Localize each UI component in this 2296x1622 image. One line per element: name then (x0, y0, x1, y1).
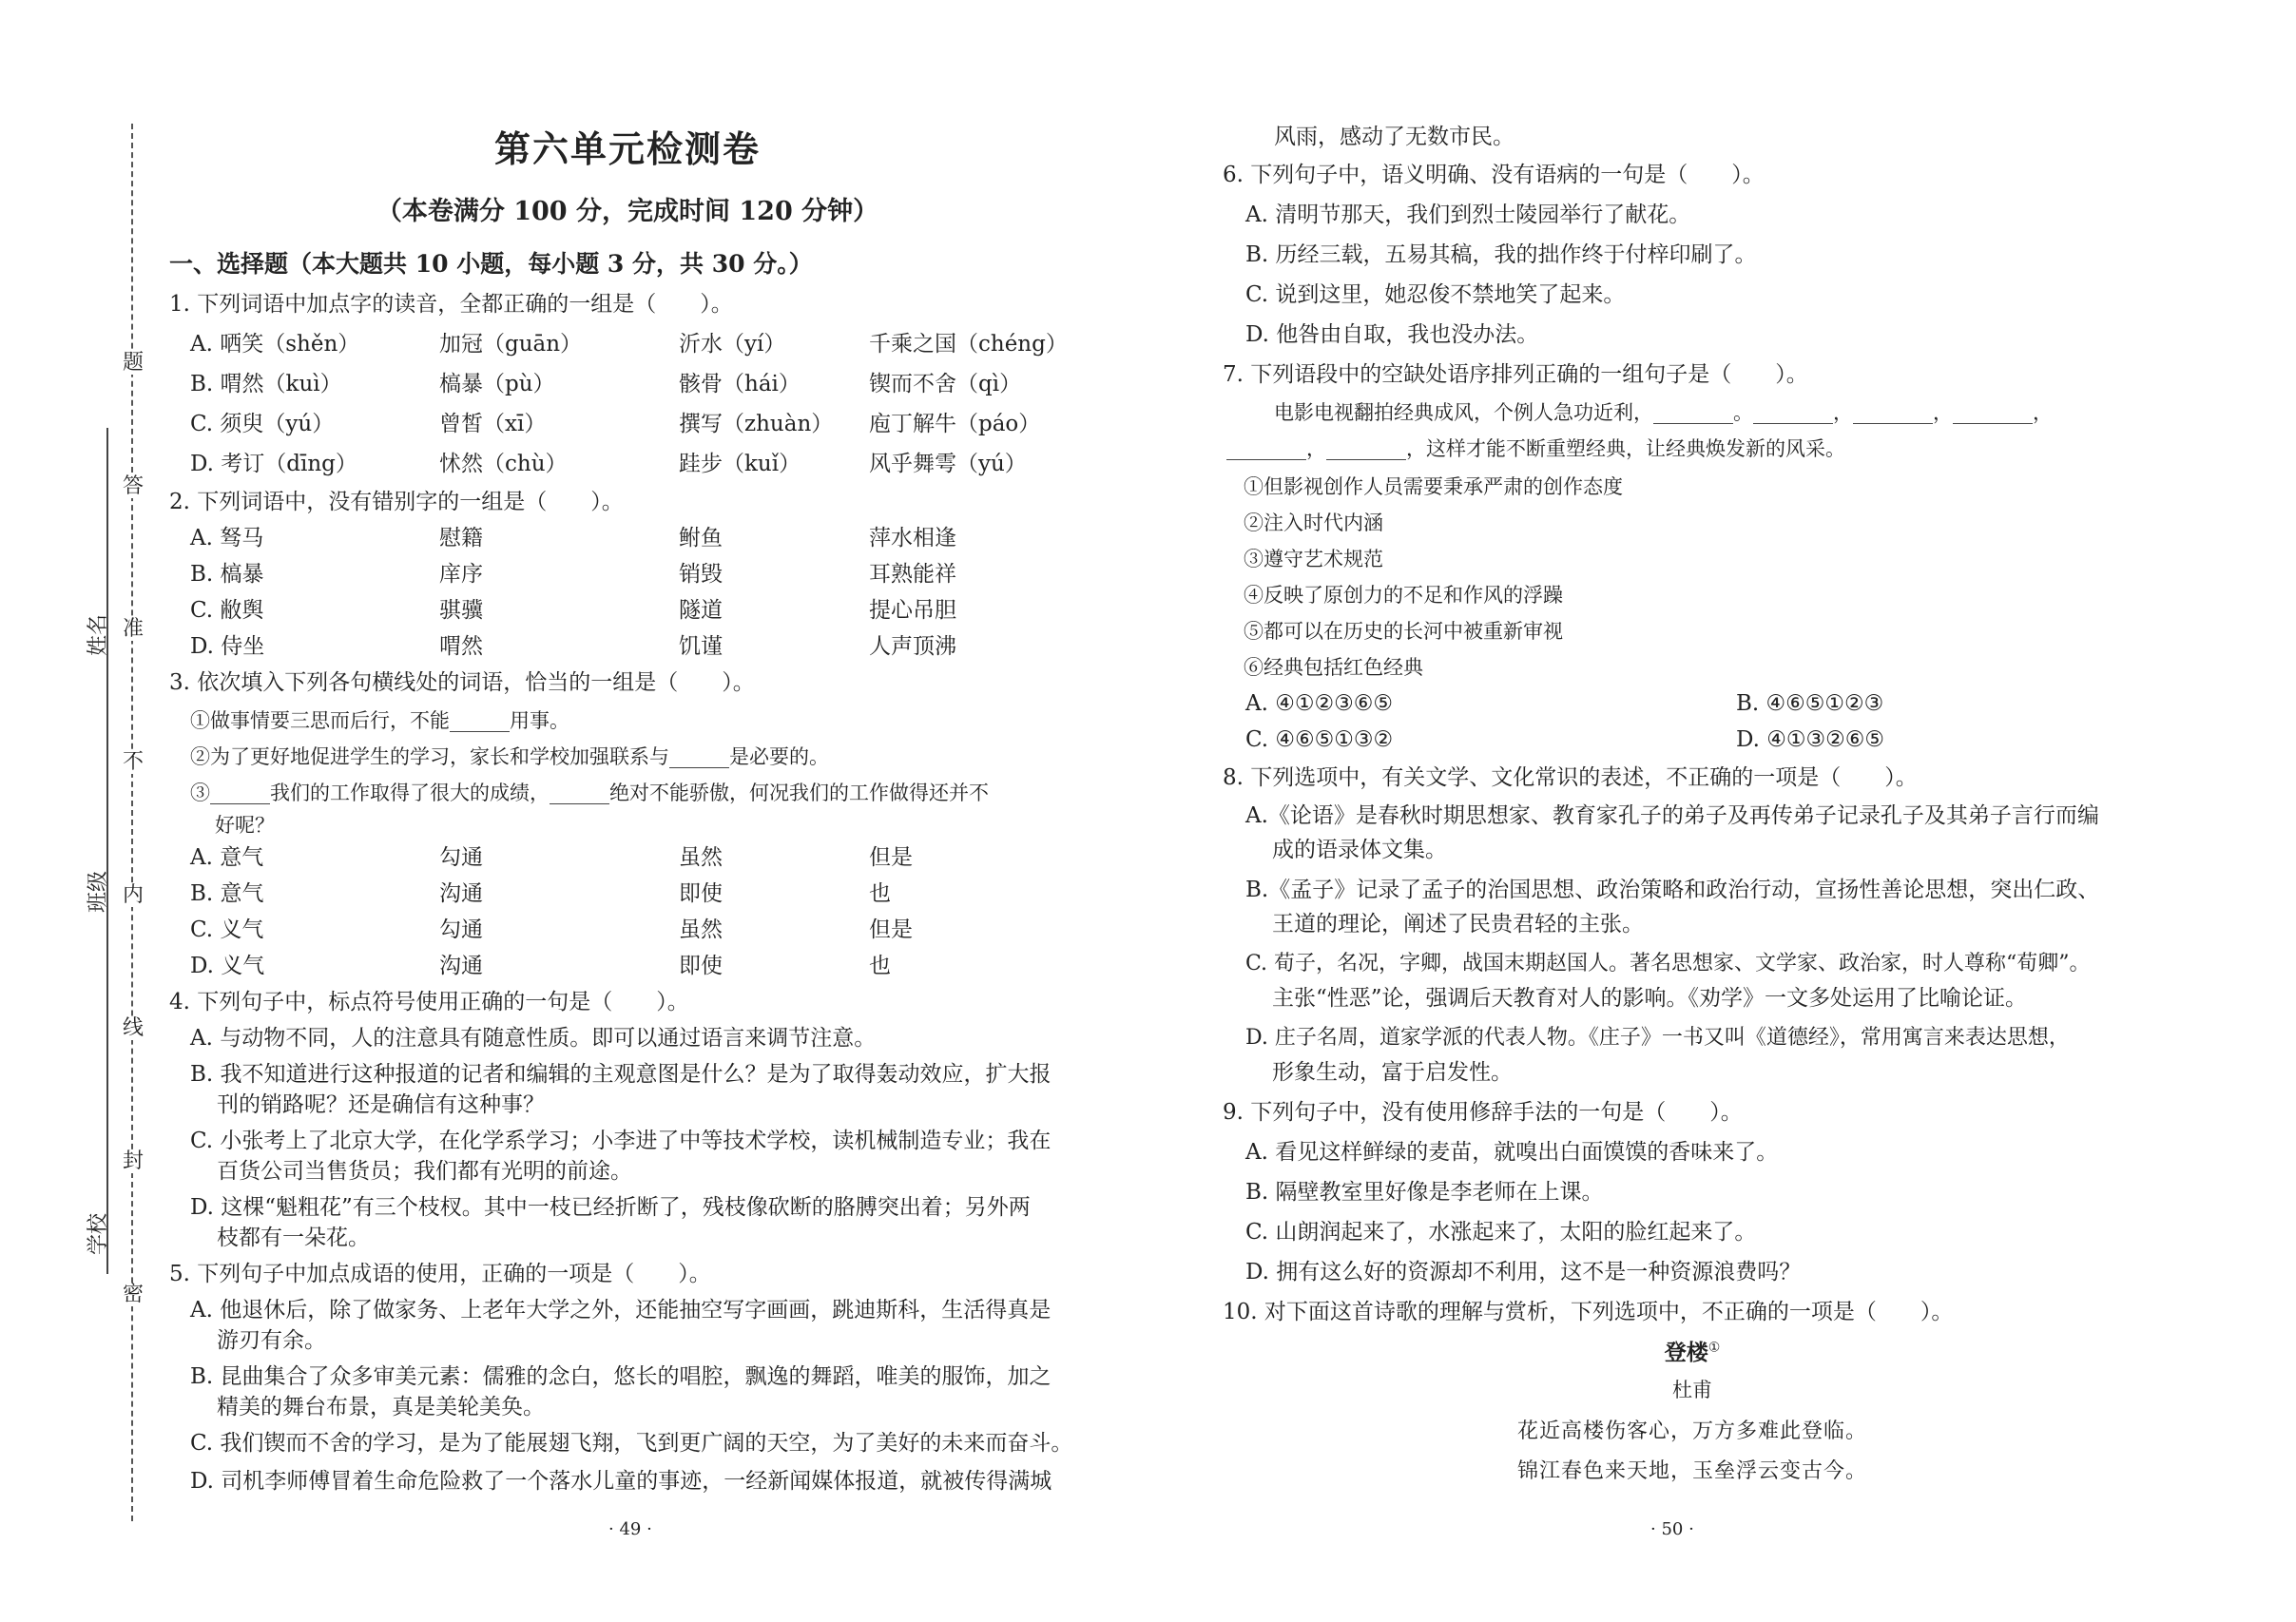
item: ③遵守艺术规范 (1244, 548, 1383, 570)
option-cell: 庖丁解牛（páo） (869, 412, 1041, 436)
option-cell: 但是 (869, 845, 913, 870)
sentence: ③______我们的工作取得了很大的成绩，______绝对不能骄傲，何况我们的工作做得还并不 (190, 782, 989, 804)
option-line: 形象生动，富于启发性。 (1272, 1060, 1513, 1085)
option-line: 王道的理论，阐述了民贵君轻的主张。 (1272, 912, 1644, 937)
binding-char: 题 (114, 352, 152, 375)
option-cell: 沟通 (439, 954, 483, 978)
option-line: D. 司机李师傅冒着生命危险救了一个落水儿童的事迹，一经新闻媒体报道，就被传得满城 (190, 1469, 1052, 1494)
option-cell: 风乎舞雩（yú） (869, 452, 1027, 476)
option-cell: C. 敝舆 (190, 598, 264, 623)
option-cell: C. 须臾（yú） (190, 412, 335, 436)
option-line: D. 拥有这么好的资源却不利用，这不是一种资源浪费吗？ (1245, 1260, 1802, 1284)
binding-char: 线 (114, 1017, 152, 1040)
page-number: · 49 · (608, 1519, 652, 1539)
option-cell: 曾皙（xī） (439, 412, 547, 436)
option-cell: 也 (869, 881, 891, 906)
option-cell: 鲋鱼 (679, 526, 723, 550)
option-cell: 隧道 (679, 598, 723, 623)
option-cell: 销毁 (679, 562, 723, 587)
option-line: A. 看见这样鲜绿的麦苗，就嗅出白面馍馍的香味来了。 (1245, 1140, 1779, 1165)
item: ④反映了原创力的不足和作风的浮躁 (1244, 584, 1563, 607)
option-cell: 提心吊胆 (869, 598, 956, 623)
option-cell: 勾通 (439, 845, 483, 870)
option-cell: A. 驽马 (190, 526, 264, 550)
option-line: 游刃有余。 (217, 1328, 326, 1353)
option-cell: 慰籍 (439, 526, 483, 550)
item: ①但影视创作人员需要秉承严肃的创作态度 (1244, 475, 1623, 498)
option-line: 成的语录体文集。 (1272, 838, 1447, 862)
option-cell: D. 侍坐 (190, 634, 265, 659)
class-label: 班级 (87, 870, 110, 913)
option-line: B. 历经三载，五易其稿，我的拙作终于付梓印刷了。 (1245, 242, 1757, 267)
page-subtitle: （本卷满分 100 分，完成时间 120 分钟） (376, 197, 879, 226)
option-cell: 沂水（yí） (679, 332, 786, 357)
sentence: 好呢？ (215, 814, 275, 837)
option-cell: 千乘之国（chéng） (869, 332, 1068, 357)
school-field[interactable] (65, 970, 122, 1274)
question-stem: 4. 下列句子中，标点符号使用正确的一句是（ ）。 (169, 990, 689, 1014)
option-line: 刊的销路呢？还是确信有这种事？ (217, 1092, 545, 1117)
name-label: 姓名 (87, 613, 110, 656)
question-stem: 6. 下列句子中，语义明确、没有语病的一句是（ ）。 (1223, 163, 1765, 187)
option-cell: 人声顶沸 (869, 634, 956, 659)
poem-author: 杜甫 (1672, 1379, 1712, 1401)
option-line: A.《论语》是春秋时期思想家、教育家孔子的弟子及再传弟子记录孔子及其弟子言行而编 (1245, 803, 2099, 828)
option-line: C. 荀子，名况，字卿，战国末期赵国人。著名思想家、文学家、政治家，时人尊称“荀卿”。 (1245, 952, 2091, 975)
option-line: A. 他退休后，除了做家务、上老年大学之外，还能抽空写字画画，跳迪斯科，生活得真是 (190, 1298, 1052, 1323)
option-cell: 撰写（zhuàn） (679, 412, 834, 436)
option-cell: D. 义气 (190, 954, 265, 978)
option-cell: A. 意气 (190, 845, 264, 870)
option-cell: 槁暴（pù） (439, 372, 555, 396)
question-stem: 7. 下列语段中的空缺处语序排列正确的一组句子是（ ）。 (1223, 362, 1808, 387)
footnote-mark: ① (1708, 1340, 1721, 1356)
question-stem: 8. 下列选项中，有关文学、文化常识的表述，不正确的一项是（ ）。 (1223, 765, 1918, 790)
option-cell: 加冠（guān） (439, 332, 583, 357)
question-stem: 1. 下列词语中加点字的读音，全都正确的一组是（ ）。 (169, 292, 733, 317)
option-cell: 虽然 (679, 845, 723, 870)
poem-title: 登楼 (1664, 1340, 1708, 1365)
option-line: B. 我不知道进行这种报道的记者和编辑的主观意图是什么？是为了取得轰动效应，扩大报 (190, 1062, 1052, 1087)
option-cell: C. 义气 (190, 917, 264, 942)
option-line: 枝都有一朵花。 (217, 1226, 370, 1250)
option-line: D. ④①③②⑥⑤ (1736, 727, 1884, 752)
option-cell: 沟通 (439, 881, 483, 906)
option-cell: 即使 (679, 881, 723, 906)
option-cell: 喟然 (439, 634, 483, 659)
option-cell: 庠序 (439, 562, 483, 587)
page-number: · 50 · (1650, 1519, 1694, 1539)
option-cell: 锲而不舍（qì） (869, 372, 1022, 396)
option-line: A. ④①②③⑥⑤ (1245, 691, 1393, 716)
option-cell: 但是 (869, 917, 913, 942)
option-cell: D. 考订（dīng） (190, 452, 357, 476)
school-label: 学校 (87, 1212, 110, 1255)
poem-line: 锦江春色来天地，玉垒浮云变古今。 (1516, 1459, 1867, 1483)
option-line: B. 隔壁教室里好像是李老师在上课。 (1245, 1180, 1604, 1205)
option-cell: 骸骨（hái） (679, 372, 801, 396)
option-line: C. ④⑥⑤①③② (1245, 727, 1394, 752)
option-cell: 萍水相逢 (869, 526, 956, 550)
sentence: ②为了更好地促进学生的学习，家长和学校加强联系与______是必要的。 (190, 745, 829, 768)
poem-title-row (1222, 1335, 2163, 1366)
item: ⑤都可以在历史的长河中被重新审视 (1244, 620, 1563, 643)
option-cell: A. 哂笑（shěn） (190, 332, 360, 357)
option-line: B. 昆曲集合了众多审美元素：儒雅的念白，悠长的唱腔，飘逸的舞蹈，唯美的服饰，加之 (190, 1364, 1052, 1389)
passage: ________，________，这样才能不断重塑经典，让经典焕发新的风采。 (1226, 437, 1845, 460)
binding-char: 不 (114, 751, 152, 774)
option-line: B. ④⑥⑤①②③ (1736, 691, 1884, 716)
question-stem: 2. 下列词语中，没有错别字的一组是（ ）。 (169, 490, 624, 514)
binding-line (131, 124, 135, 1521)
option-line: 百货公司当售货员；我们都有光明的前途。 (217, 1159, 632, 1184)
question-stem: 3. 依次填入下列各句横线处的词语，恰当的一组是（ ）。 (169, 670, 755, 695)
option-line: B.《孟子》记录了孟子的治国思想、政治策略和政治行动，宣扬性善论思想，突出仁政、 (1245, 878, 2100, 902)
option-cell: 虽然 (679, 917, 723, 942)
option-line: 精美的舞台布景，真是美轮美奂。 (217, 1395, 545, 1419)
binding-char: 答 (114, 475, 152, 498)
question-stem: 9. 下列句子中，没有使用修辞手法的一句是（ ）。 (1223, 1100, 1743, 1125)
option-cell: 勾通 (439, 917, 483, 942)
passage: 电影电视翻拍经典成风，个例人急功近利，________。________，________，________， (1274, 401, 2053, 424)
option-line: C. 说到这里，她忍俊不禁地笑了起来。 (1245, 282, 1626, 307)
option-line: A. 清明节那天，我们到烈士陵园举行了献花。 (1245, 203, 1691, 227)
option-cell: 也 (869, 954, 891, 978)
section-heading: 一、选择题（本大题共 10 小题，每小题 3 分，共 30 分。） (169, 250, 813, 278)
binding-char: 密 (114, 1284, 152, 1306)
option-cell: 饥谨 (679, 634, 723, 659)
option-line: C. 小张考上了北京大学，在化学系学习；小李进了中等技术学校，读机械制造专业；我在 (190, 1129, 1052, 1153)
binding-char: 封 (114, 1150, 152, 1173)
option-cell: B. 喟然（kuì） (190, 372, 342, 396)
poem-line: 花近高楼伤客心，万方多难此登临。 (1516, 1419, 1867, 1443)
option-line: C. 山朗润起来了，水涨起来了，太阳的脸红起来了。 (1245, 1220, 1757, 1245)
item: ②注入时代内涵 (1244, 512, 1383, 534)
option-cell: 骐骥 (439, 598, 483, 623)
sentence: ①做事情要三思而后行，不能______用事。 (190, 709, 569, 732)
binding-char: 准 (114, 618, 152, 641)
option-cell: 即使 (679, 954, 723, 978)
item: ⑥经典包括红色经典 (1244, 656, 1423, 679)
page-title: 第六单元检测卷 (493, 127, 761, 170)
question-stem: 10. 对下面这首诗歌的理解与赏析，下列选项中，不正确的一项是（ ）。 (1223, 1300, 1954, 1324)
option-cell: 耳熟能祥 (869, 562, 956, 587)
option-line: D. 这棵“魁粗花”有三个枝杈。其中一枝已经折断了，残枝像砍断的胳膊突出着；另外两 (190, 1195, 1031, 1220)
class-field[interactable] (65, 685, 122, 989)
option-line: D. 他咎由自取，我也没办法。 (1245, 322, 1539, 347)
binding-char: 内 (114, 884, 152, 907)
option-line: C. 我们锲而不舍的学习，是为了能展翅飞翔，飞到更广阔的天空，为了美好的未来而奋斗。 (190, 1431, 1073, 1456)
option-cell: 怵然（chù） (439, 452, 568, 476)
option-cell: B. 槁暴 (190, 562, 264, 587)
question-stem: 5. 下列句子中加点成语的使用，正确的一项是（ ）。 (169, 1262, 711, 1286)
option-line: D. 庄子名周，道家学派的代表人物。《庄子》一书又叫《道德经》，常用寓言来表达思想， (1245, 1026, 2070, 1050)
option-cell: 跬步（kuǐ） (679, 452, 801, 476)
option-line: 主张“性恶”论，强调后天教育对人的影响。《劝学》一文多处运用了比喻论证。 (1272, 986, 2028, 1011)
continued-line: 风雨，感动了无数市民。 (1274, 125, 1515, 149)
option-cell: B. 意气 (190, 881, 264, 906)
option-line: A. 与动物不同，人的注意具有随意性质。即可以通过语言来调节注意。 (190, 1026, 877, 1051)
